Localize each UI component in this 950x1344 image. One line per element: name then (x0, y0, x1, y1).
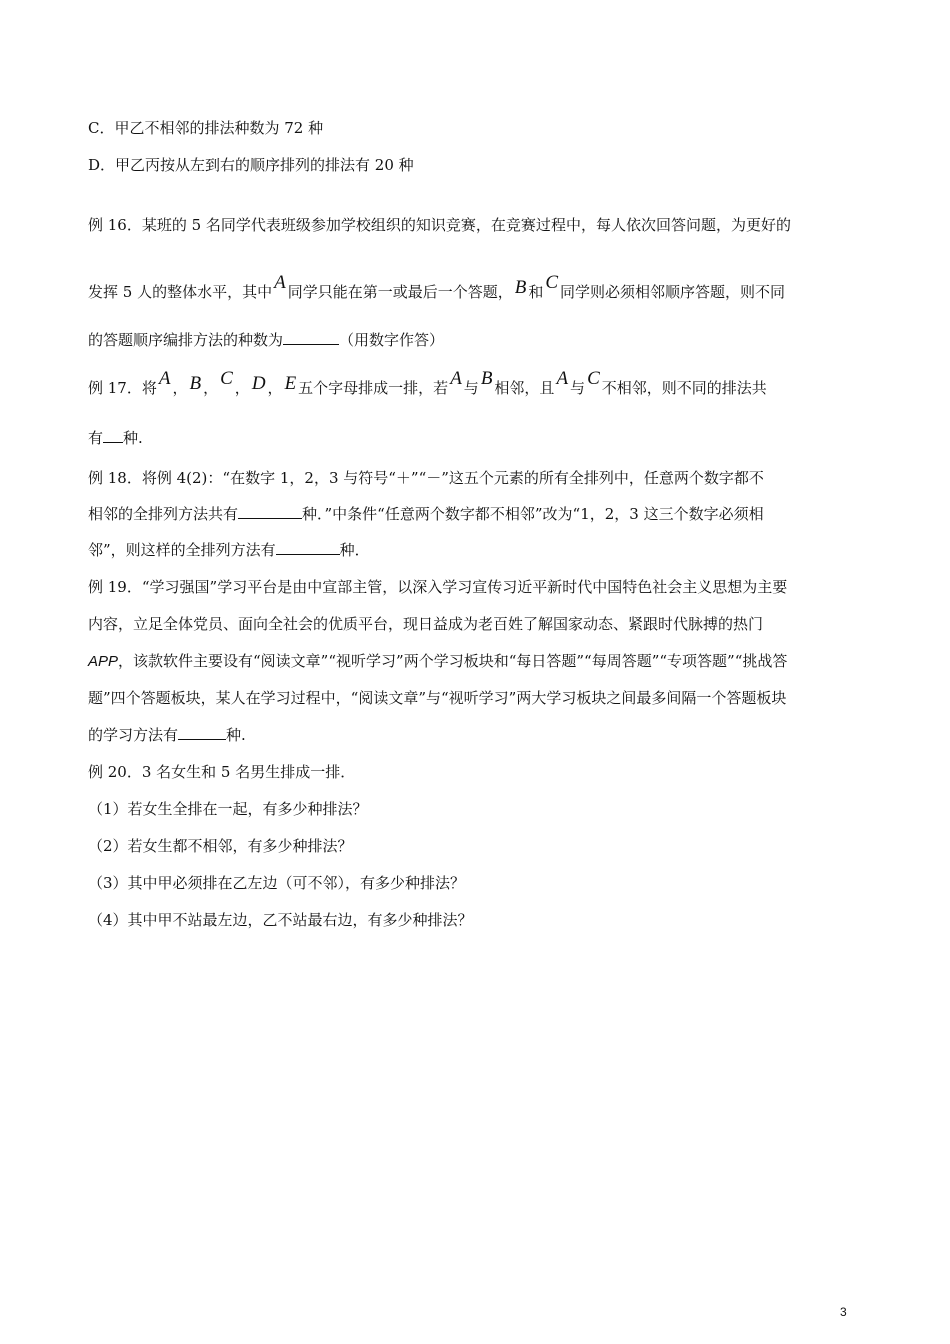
text: （用数字作答） (339, 331, 445, 349)
variable-c: C (545, 272, 559, 293)
text: 有 (88, 429, 104, 447)
text: 与 (570, 379, 586, 397)
example-19-line-3 (88, 651, 787, 672)
example-16-line-3 (88, 330, 444, 350)
option-c: C．甲乙不相邻的排法种数为 72 种 (88, 119, 324, 137)
text: 不相邻，则不同的排法共 (601, 379, 767, 397)
example-17-line-1 (88, 368, 767, 398)
example-16-line-1: 例 16．某班的 5 名同学代表班级参加学校组织的知识竞赛，在竞赛过程中，每人依次回答问题，为更好的 (88, 216, 791, 234)
text: 例 17．将 (88, 379, 157, 397)
answer-blank (276, 540, 340, 555)
example-20-question-4: （4）其中甲不站最左边，乙不站最右边，有多少种排法？ (88, 911, 473, 929)
example-19-line-5 (88, 725, 246, 745)
app-text: APP (88, 653, 119, 670)
example-20-question-1: （1）若女生全排在一起，有多少种排法？ (88, 800, 368, 818)
example-20-title: 例 20．3 名女生和 5 名男生排成一排． (88, 763, 356, 781)
text: 相邻的全排列方法共有 (88, 505, 239, 523)
variable-c: C (220, 368, 233, 389)
text: 种．”中条件“任意两个数字都不相邻”改为“1，2，3 这三个数字必须相 (302, 505, 764, 523)
example-18-line-1: 例 18．将例 4(2)：“在数字 1，2，3 与符号“＋”“－”这五个元素的所有全排列中，任意两个数字都不 (88, 469, 764, 487)
variable-b: B (480, 368, 493, 389)
example-18-line-3 (88, 540, 370, 560)
comma: ， (234, 379, 250, 397)
variable-a: A (158, 368, 171, 389)
comma: ， (172, 379, 188, 397)
text: 发挥 5 人的整体水平，其中 (88, 283, 273, 301)
text: 五个字母排成一排，若 (298, 379, 449, 397)
page-number: 3 (840, 1305, 847, 1319)
text: ，该款软件主要设有“阅读文章”“视听学习”两个学习板块和“每日答题”“每周答题”“专项答题”“挑战答 (118, 652, 788, 670)
variable-d: D (251, 373, 266, 394)
text: 的学习方法有 (88, 726, 179, 744)
example-16-line-2 (88, 272, 786, 302)
variable-a: A (450, 368, 462, 389)
answer-blank (178, 725, 226, 740)
answer-blank (283, 330, 339, 345)
variable-c: C (587, 368, 600, 389)
example-20-question-3: （3）其中甲必须排在乙左边（可不邻），有多少种排法？ (88, 874, 466, 892)
variable-b: B (514, 277, 527, 298)
text: 同学只能在第一或最后一个答题， (287, 283, 513, 301)
text: 的答题顺序编排方法的种数为 (88, 331, 284, 349)
example-20-question-2: （2）若女生都不相邻，有多少种排法？ (88, 837, 353, 855)
variable-b: B (189, 373, 202, 394)
example-18-line-2 (88, 504, 764, 524)
text: 种. (226, 726, 246, 744)
text: 与 (463, 379, 479, 397)
example-19-line-4: 题”四个答题板块，某人在学习过程中，“阅读文章”与“视听学习”两大学习板块之间最多间隔一个答题板块 (88, 689, 787, 707)
text: 和 (528, 283, 544, 301)
answer-blank (238, 504, 302, 519)
variable-a: A (274, 272, 286, 293)
text: 同学则必须相邻顺序答题，则不同 (560, 283, 786, 301)
example-17-line-2 (88, 428, 143, 448)
example-19-line-1: 例 19．“学习强国”学习平台是由中宣部主管，以深入学习宣传习近平新时代中国特色社会主义思想为主要 (88, 578, 788, 596)
comma: ， (203, 379, 219, 397)
variable-a: A (556, 368, 569, 389)
text: 相邻，且 (494, 379, 555, 397)
text: 种. (123, 429, 143, 447)
option-d: D．甲乙丙按从左到右的顺序排列的排法有 20 种 (88, 156, 414, 174)
comma: ， (267, 379, 283, 397)
variable-e: E (284, 373, 297, 394)
answer-blank (103, 428, 123, 443)
text: 种． (339, 541, 370, 559)
example-19-line-2: 内容，立足全体党员、面向全社会的优质平台，现日益成为老百姓了解国家动态、紧跟时代脉搏的热门 (88, 615, 764, 633)
text: 邻”，则这样的全排列方法有 (88, 541, 276, 559)
